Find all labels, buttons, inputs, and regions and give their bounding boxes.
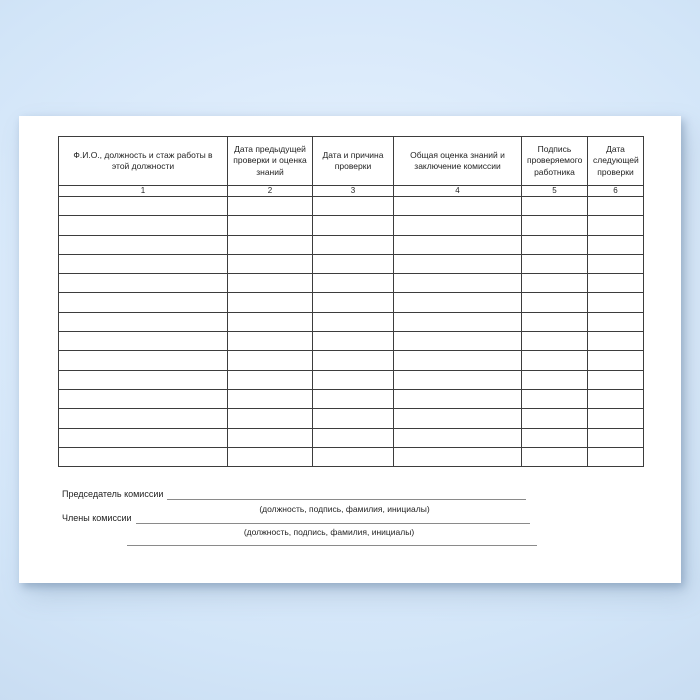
empty-cell [588, 351, 644, 370]
empty-cell [228, 274, 313, 293]
empty-cell [588, 254, 644, 273]
empty-cell [59, 293, 228, 312]
empty-cell [228, 312, 313, 331]
col-header-fio-position: Ф.И.О., должность и стаж работы в этой должности [59, 137, 228, 186]
empty-cell [313, 389, 394, 408]
empty-cell [522, 312, 588, 331]
members-label: Члены комиссии [62, 513, 132, 524]
column-number: 3 [313, 186, 394, 197]
empty-cell [59, 332, 228, 351]
empty-cell [522, 216, 588, 235]
column-number-row [59, 186, 644, 197]
empty-cell [59, 370, 228, 389]
table-row [59, 235, 644, 254]
col-header-worker-signature: Подпись проверяемого работника [522, 137, 588, 186]
empty-cell [228, 389, 313, 408]
chairman-label: Председатель комиссии [62, 489, 164, 500]
table-row [59, 293, 644, 312]
chairman-signature-row [62, 488, 526, 500]
empty-cell [228, 216, 313, 235]
empty-cell [588, 312, 644, 331]
empty-cell [394, 447, 522, 466]
empty-cell [313, 235, 394, 254]
empty-cell [588, 428, 644, 447]
column-number: 1 [59, 186, 228, 197]
empty-cell [522, 235, 588, 254]
column-number: 5 [522, 186, 588, 197]
empty-cell [588, 293, 644, 312]
empty-cell [394, 216, 522, 235]
empty-cell [59, 409, 228, 428]
col-header-previous-check: Дата предыдущей проверки и оценка знаний [228, 137, 313, 186]
column-number: 6 [588, 186, 644, 197]
empty-cell [228, 351, 313, 370]
empty-cell [59, 447, 228, 466]
empty-cell [522, 447, 588, 466]
empty-cell [313, 351, 394, 370]
empty-cell [588, 389, 644, 408]
col-header-overall-assessment: Общая оценка знаний и заключение комиссии [394, 137, 522, 186]
empty-cell [313, 409, 394, 428]
signature-caption: (должность, подпись, фамилия, инициалы) [243, 527, 415, 537]
table-body [59, 197, 644, 467]
empty-cell [228, 332, 313, 351]
empty-cell [522, 389, 588, 408]
column-number: 4 [394, 186, 522, 197]
empty-cell [59, 254, 228, 273]
empty-cell [228, 293, 313, 312]
empty-cell [522, 197, 588, 216]
empty-cell [394, 293, 522, 312]
empty-cell [522, 370, 588, 389]
empty-cell [59, 216, 228, 235]
empty-cell [588, 447, 644, 466]
empty-cell [394, 312, 522, 331]
empty-cell [522, 332, 588, 351]
table-row [59, 351, 644, 370]
table-row [59, 447, 644, 466]
empty-cell [313, 332, 394, 351]
empty-cell [313, 428, 394, 447]
empty-cell [228, 428, 313, 447]
empty-cell [394, 409, 522, 428]
empty-cell [313, 274, 394, 293]
empty-cell [59, 389, 228, 408]
empty-cell [59, 197, 228, 216]
empty-cell [588, 197, 644, 216]
empty-cell [394, 389, 522, 408]
empty-cell [313, 293, 394, 312]
col-header-next-check-date: Дата следующей проверки [588, 137, 644, 186]
empty-cell [522, 254, 588, 273]
column-number: 2 [228, 186, 313, 197]
empty-cell [394, 197, 522, 216]
table-row [59, 389, 644, 408]
table-row [59, 312, 644, 331]
empty-cell [59, 351, 228, 370]
empty-cell [394, 351, 522, 370]
empty-cell [588, 235, 644, 254]
table-row [59, 254, 644, 273]
empty-cell [228, 235, 313, 254]
empty-cell [313, 370, 394, 389]
empty-cell [394, 428, 522, 447]
table-row [59, 216, 644, 235]
empty-cell [313, 312, 394, 331]
empty-cell [228, 370, 313, 389]
signature-caption: (должность, подпись, фамилия, инициалы) [259, 504, 430, 514]
table-row [59, 274, 644, 293]
knowledge-check-table [58, 136, 644, 467]
table-row [59, 409, 644, 428]
members-signature-line [136, 513, 530, 524]
empty-cell [313, 216, 394, 235]
empty-cell [522, 428, 588, 447]
empty-cell [394, 332, 522, 351]
table-row [59, 332, 644, 351]
empty-cell [59, 312, 228, 331]
empty-cell [228, 254, 313, 273]
empty-cell [59, 235, 228, 254]
empty-cell [588, 274, 644, 293]
empty-cell [228, 409, 313, 428]
empty-cell [394, 235, 522, 254]
empty-cell [588, 332, 644, 351]
empty-cell [228, 447, 313, 466]
empty-cell [59, 428, 228, 447]
empty-cell [588, 370, 644, 389]
empty-cell [588, 409, 644, 428]
empty-cell [522, 274, 588, 293]
empty-cell [394, 254, 522, 273]
empty-cell [313, 254, 394, 273]
empty-cell [313, 197, 394, 216]
empty-cell [228, 197, 313, 216]
table-row [59, 428, 644, 447]
empty-cell [522, 351, 588, 370]
empty-cell [522, 293, 588, 312]
empty-cell [588, 216, 644, 235]
members-signature-row [62, 512, 530, 524]
empty-cell [313, 447, 394, 466]
table-row [59, 370, 644, 389]
chairman-signature-line [167, 489, 526, 500]
document-page [19, 116, 681, 583]
empty-cell [394, 274, 522, 293]
table-header-row [59, 137, 644, 186]
empty-cell [522, 409, 588, 428]
empty-cell [59, 274, 228, 293]
extra-members-signature-line [127, 536, 537, 546]
empty-cell [394, 370, 522, 389]
table-row [59, 197, 644, 216]
col-header-date-reason: Дата и причина проверки [313, 137, 394, 186]
